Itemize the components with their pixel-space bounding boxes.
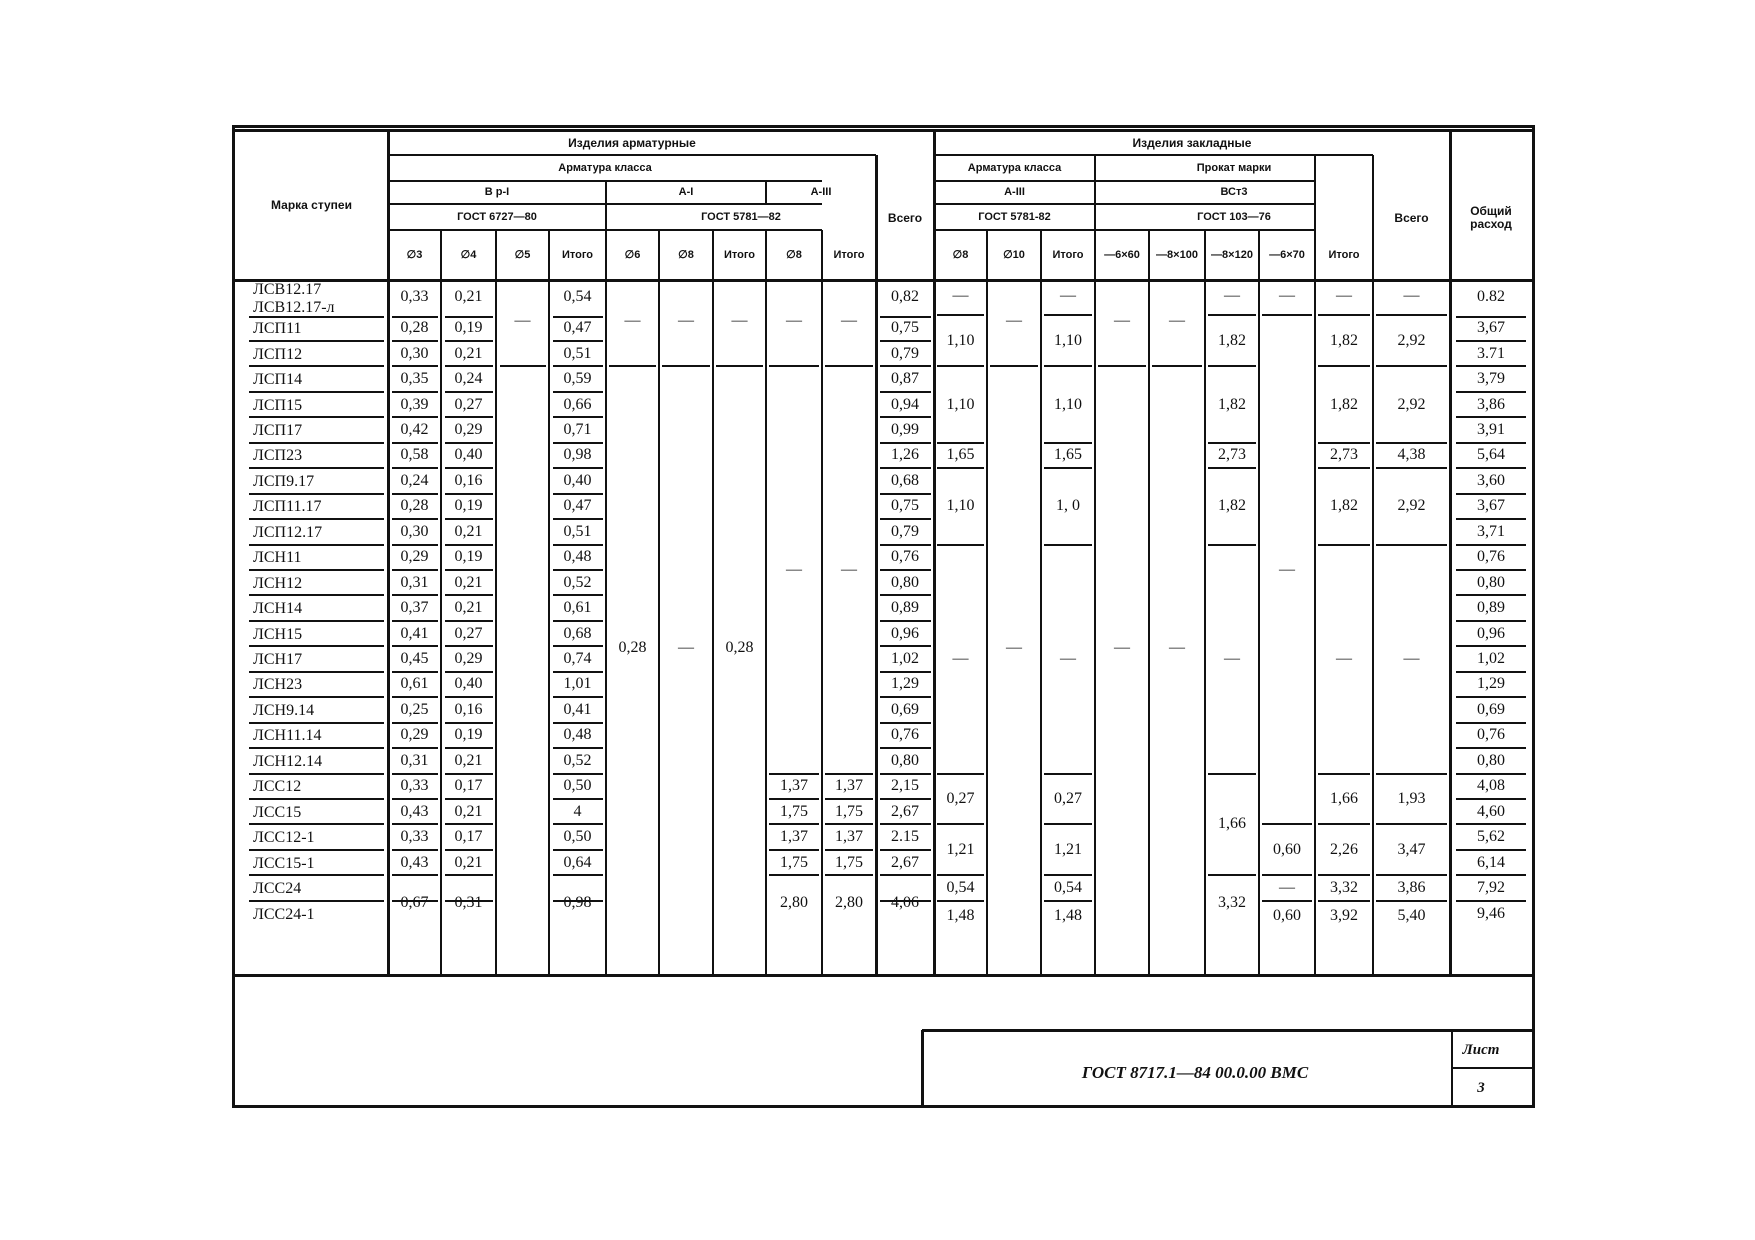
cell-a1-total: — [731, 312, 748, 330]
header-sub-rebar: ∅3 [406, 248, 423, 261]
cell-total-rebar: 0,75 [891, 497, 919, 515]
cell-a3-d8: 1,75 [780, 802, 808, 820]
cell-d3: 0,43 [400, 853, 429, 871]
cell-grand-total: 3,86 [1477, 395, 1505, 413]
cell-vp-total: 0,50 [563, 777, 592, 795]
cell-emb-total: 1,10 [1054, 395, 1082, 413]
mark-cell: ЛСН17 [253, 651, 303, 669]
cell-rolled-total: 2,73 [1330, 446, 1358, 464]
header-gost-emb-a: ГОСТ 5781-82 [978, 210, 1051, 223]
cell-d4: 0,19 [454, 497, 483, 515]
cell-grand-total: 3,60 [1477, 471, 1505, 489]
cell-d3: 0,35 [400, 370, 429, 388]
header-sub-embedded: —6×60 [1104, 248, 1140, 261]
cell-d3: 0,41 [400, 624, 429, 642]
cell-r6x70: 0,60 [1273, 906, 1301, 924]
cell-emb-d8: — [952, 286, 969, 304]
cell-vp-total: 0,51 [563, 344, 592, 362]
cell-total-emb: — [1403, 286, 1420, 304]
cell-grand-total: 4,60 [1477, 802, 1505, 820]
cell-d4: 0,21 [454, 751, 483, 769]
header-gost-vp1: ГОСТ 6727—80 [457, 210, 537, 223]
cell-total-emb: 3,86 [1397, 879, 1426, 897]
cell-d3: 0,58 [400, 446, 429, 464]
header-cls-a1: А-I [678, 186, 694, 198]
cell-emb-d8: 0,27 [946, 789, 975, 807]
mark-cell: ЛСН12 [253, 574, 303, 592]
cell-d3: 0,29 [400, 548, 429, 566]
cell-a1-total: 0,28 [725, 639, 754, 657]
mark-cell: ЛСП23 [253, 447, 303, 465]
cell-total-rebar: 0,96 [891, 624, 919, 642]
header-sub-embedded: —8×100 [1156, 248, 1198, 261]
cell-r8x100: — [1169, 312, 1185, 330]
cell-grand-total: 6,14 [1477, 853, 1505, 871]
cell-r6x70: — [1279, 286, 1295, 304]
cell-vp-total: 4 [573, 802, 582, 820]
cell-vp-total: 0,48 [563, 726, 592, 744]
cell-r8x120: — [1224, 650, 1240, 668]
cell-vp-total: 0,61 [563, 599, 592, 617]
cell-emb-d8: — [952, 650, 969, 668]
header-sub-embedded: —8×120 [1211, 248, 1253, 261]
cell-vp-total: 0,52 [563, 573, 592, 591]
cell-d3: 0,39 [400, 395, 429, 413]
cell-d4: 0,17 [454, 777, 483, 795]
cell-grand-total: 1,02 [1477, 650, 1505, 668]
cell-vp-total: 0,52 [563, 751, 592, 769]
cell-d3: 0,30 [400, 344, 429, 362]
header-total-rebar: Всего [887, 210, 923, 225]
header-sub-rebar: ∅4 [460, 248, 477, 261]
header-rebar-class: Арматура класса [558, 161, 652, 174]
cell-a1-d6: 0,28 [618, 639, 647, 657]
cell-grand-total: 0,96 [1477, 624, 1505, 642]
cell-total-rebar: 0,82 [891, 287, 919, 305]
cell-r8x120: 1,82 [1218, 497, 1246, 515]
mark-cell: ЛСП12.17 [253, 523, 323, 541]
cell-a3-total: 1,75 [835, 802, 863, 820]
mark-cell: ЛСН23 [253, 676, 303, 694]
cell-total-rebar: 0,94 [891, 395, 919, 413]
cell-rolled-total: 2,26 [1330, 840, 1358, 858]
cell-d3: 0,29 [400, 726, 429, 744]
mark-cell: ЛСП15 [253, 396, 303, 414]
header-sub-rebar: ∅8 [678, 248, 694, 261]
cell-d4: 0,29 [454, 420, 483, 438]
header-sub-rebar: ∅6 [624, 248, 641, 261]
header-cls-a3: А-III [810, 186, 832, 198]
mark-cell: ЛСС15-1 [253, 854, 315, 872]
cell-d3: 0,37 [400, 599, 429, 617]
cell-vp-total: 0,54 [563, 287, 592, 305]
cell-d4: 0,19 [454, 319, 483, 337]
cell-d3: 0,33 [400, 828, 429, 846]
cell-total-rebar: 0,80 [891, 573, 919, 591]
cell-vp-total: 0,68 [563, 624, 592, 642]
mark-cell: ЛСС12 [253, 778, 302, 796]
cell-rolled-total: 1,82 [1330, 395, 1358, 413]
cell-total-rebar: 0,76 [891, 548, 919, 566]
cell-d3: 0,43 [400, 802, 429, 820]
mark-cell: ЛСП11 [253, 320, 302, 338]
cell-vp-total: 0,59 [563, 370, 592, 388]
cell-d4: 0,29 [454, 650, 483, 668]
mark-cell: ЛСВ12.17-л [253, 299, 335, 316]
cell-d3: 0,31 [400, 751, 429, 769]
cell-vp-total: 0,74 [563, 650, 592, 668]
cell-d4: 0,16 [454, 700, 483, 718]
cell-total-rebar: 1,02 [891, 650, 919, 668]
cell-vp-total: 0,47 [563, 319, 592, 337]
mark-cell: ЛСВ12.17 [253, 281, 322, 298]
cell-emb-total: 1,21 [1054, 840, 1082, 858]
cell-d4: 0,21 [454, 853, 483, 871]
cell-d4: 0,27 [454, 395, 483, 413]
cell-a3-total: 1,75 [835, 853, 863, 871]
cell-d4: 0,17 [454, 828, 483, 846]
cell-total-rebar: 0,89 [891, 599, 919, 617]
cell-total-rebar: 0,76 [891, 726, 919, 744]
cell-rolled-total: 3,32 [1330, 879, 1358, 897]
cell-r6x70: — [1279, 560, 1295, 578]
mark-cell: ЛСП17 [253, 421, 303, 439]
cell-grand-total: 3.71 [1477, 344, 1505, 362]
cell-grand-total: 0,80 [1477, 751, 1505, 769]
cell-total-emb: 3,47 [1397, 840, 1426, 858]
cell-a3-d8: — [786, 312, 802, 330]
cell-a3-d8: 2,80 [780, 893, 808, 911]
header-rolled-grade: ВСт3 [1220, 186, 1248, 198]
cell-grand-total: 3,71 [1477, 522, 1505, 540]
header-sub-rebar: Итого [723, 248, 756, 261]
cell-emb-total: — [1060, 286, 1076, 304]
mark-cell: ЛСС24-1 [253, 905, 315, 923]
cell-vp-total: 0,47 [563, 497, 592, 515]
cell-d4: 0,19 [454, 548, 483, 566]
cell-emb-total: 0,54 [1054, 879, 1082, 897]
header-emb-class: Арматура класса [967, 161, 1062, 174]
cell-d4: 0,21 [454, 344, 483, 362]
cell-d5: — [514, 312, 531, 330]
cell-rolled-total: — [1336, 650, 1352, 668]
header-rolled: Прокат марки [1196, 161, 1272, 174]
header-emb-cls-a3: А-III [1004, 186, 1025, 198]
cell-grand-total: 0,76 [1477, 548, 1505, 566]
mark-cell: ЛСН14 [253, 600, 303, 618]
cell-grand-total: 1,29 [1477, 675, 1505, 693]
mark-cell: ЛСП14 [253, 371, 303, 389]
cell-d4: 0,31 [454, 893, 483, 911]
cell-vp-total: 0,71 [563, 420, 592, 438]
cell-d3: 0,67 [400, 893, 429, 911]
cell-total-rebar: 1,29 [891, 675, 919, 693]
cell-emb-d10: — [1006, 312, 1022, 330]
header-sub-rebar: ∅5 [514, 248, 531, 261]
cell-vp-total: 0,40 [563, 471, 592, 489]
cell-rolled-total: — [1336, 286, 1352, 304]
cell-grand-total: 0,89 [1477, 599, 1505, 617]
sheet-number: 3 [1477, 1079, 1485, 1096]
cell-total-rebar: 2,67 [891, 802, 919, 820]
mark-cell: ЛСН12.14 [253, 752, 323, 770]
cell-rolled-total: 1,82 [1330, 497, 1358, 515]
cell-vp-total: 0,51 [563, 522, 592, 540]
grid-vline [921, 1030, 924, 1108]
cell-d3: 0,30 [400, 522, 429, 540]
mark-cell: ЛСС15 [253, 803, 302, 821]
header-gost-a: ГОСТ 5781—82 [701, 210, 781, 223]
cell-vp-total: 0,66 [563, 395, 592, 413]
cell-d4: 0,27 [454, 624, 483, 642]
sheet-label: Лист [1462, 1041, 1500, 1058]
cell-d3: 0,42 [400, 420, 429, 438]
cell-grand-total: 5,62 [1477, 828, 1505, 846]
cell-emb-total: 1,65 [1054, 446, 1082, 464]
cell-total-rebar: 0,68 [891, 471, 919, 489]
cell-vp-total: 0,48 [563, 548, 592, 566]
cell-grand-total: 9,46 [1477, 904, 1505, 922]
header-cls-vp1: В р-I [484, 186, 510, 198]
cell-grand-total: 3,67 [1477, 497, 1505, 515]
cell-grand-total: 0,69 [1477, 700, 1505, 718]
cell-total-emb: 5,40 [1397, 906, 1426, 924]
cell-r6x70: 0,60 [1273, 840, 1301, 858]
mark-cell: ЛСН9.14 [253, 701, 315, 719]
header-embedded-group: Изделия закладные [1132, 135, 1252, 150]
cell-emb-d8: 1,48 [946, 906, 975, 924]
cell-total-rebar: 2.15 [891, 828, 919, 846]
cell-total-emb: — [1403, 650, 1420, 668]
cell-grand-total: 4,08 [1477, 777, 1505, 795]
cell-r8x120: 1,66 [1218, 815, 1246, 833]
cell-a3-total: 2,80 [835, 893, 863, 911]
cell-emb-total: 1,10 [1054, 331, 1082, 349]
grid-hline [922, 1029, 1532, 1032]
cell-a1-d8: — [678, 312, 694, 330]
cell-d4: 0,21 [454, 287, 483, 305]
mark-cell: ЛСП12 [253, 345, 303, 363]
header-sub-rebar: ∅8 [786, 248, 802, 261]
header-grand-total: Общий расход [1470, 203, 1512, 231]
cell-emb-total: 1,48 [1054, 906, 1082, 924]
mark-cell: ЛСН15 [253, 625, 303, 643]
cell-rolled-total: 3,92 [1330, 906, 1358, 924]
cell-total-rebar: 0,75 [891, 319, 919, 337]
cell-a3-d8: 1,37 [780, 777, 808, 795]
cell-total-rebar: 1,26 [891, 446, 919, 464]
cell-grand-total: 3,67 [1477, 319, 1505, 337]
cell-r8x120: — [1224, 286, 1240, 304]
header-sub-rebar: Итого [561, 248, 594, 261]
cell-grand-total: 3,91 [1477, 420, 1505, 438]
cell-emb-d8: 1,10 [946, 331, 975, 349]
header-sub-embedded: ∅8 [952, 248, 969, 261]
cell-emb-total: 1, 0 [1056, 497, 1080, 515]
cell-d3: 0,25 [400, 700, 429, 718]
cell-grand-total: 0,76 [1477, 726, 1505, 744]
cell-emb-d8: 0,54 [946, 879, 975, 897]
cell-grand-total: 5,64 [1477, 446, 1505, 464]
cell-total-emb: 2,92 [1397, 497, 1426, 515]
cell-grand-total: 3,79 [1477, 370, 1505, 388]
cell-total-rebar: 0,87 [891, 370, 919, 388]
cell-grand-total: 0,80 [1477, 573, 1505, 591]
cell-d4: 0,21 [454, 802, 483, 820]
cell-d4: 0,21 [454, 573, 483, 591]
header-gost-rolled: ГОСТ 103—76 [1197, 210, 1271, 223]
cell-rolled-total: 1,66 [1330, 789, 1358, 807]
cell-d4: 0,40 [454, 675, 483, 693]
cell-vp-total: 0,64 [563, 853, 592, 871]
cell-r8x120: 2,73 [1218, 446, 1246, 464]
cell-r8x120: 3,32 [1218, 893, 1246, 911]
header-sub-embedded: ∅10 [1003, 248, 1025, 261]
cell-vp-total: 0,98 [563, 446, 592, 464]
mark-cell: ЛСС12-1 [253, 829, 315, 847]
header-rebar-group: Изделия арматурные [568, 135, 696, 150]
cell-d3: 0,28 [400, 497, 429, 515]
cell-total-rebar: 0,69 [891, 700, 919, 718]
mark-cell: ЛСН11.14 [253, 727, 322, 745]
cell-d3: 0,28 [400, 319, 429, 337]
cell-vp-total: 0,98 [563, 893, 592, 911]
header-sub-embedded: Итого [1328, 248, 1360, 261]
cell-a1-d6: — [624, 312, 641, 330]
cell-a3-total: — [841, 312, 857, 330]
cell-d3: 0,61 [400, 675, 429, 693]
cell-total-rebar: 2,15 [891, 777, 919, 795]
cell-d4: 0,21 [454, 522, 483, 540]
mark-cell: ЛСС24 [253, 880, 302, 898]
cell-total-rebar: 0,79 [891, 344, 919, 362]
cell-total-emb: 4,38 [1397, 446, 1426, 464]
cell-a3-d8: 1,37 [780, 828, 808, 846]
cell-total-rebar: 0,80 [891, 751, 919, 769]
header-total-emb: Всего [1394, 210, 1429, 225]
cell-a3-total: 1,37 [835, 828, 863, 846]
cell-d4: 0,40 [454, 446, 483, 464]
cell-total-rebar: 0,99 [891, 420, 919, 438]
cell-vp-total: 0,50 [563, 828, 592, 846]
header-mark: Марка ступеи [271, 198, 352, 212]
cell-a3-d8: 1,75 [780, 853, 808, 871]
cell-d4: 0,21 [454, 599, 483, 617]
cell-a3-total: 1,37 [835, 777, 863, 795]
cell-grand-total: 7,92 [1477, 879, 1505, 897]
cell-r8x120: 1,82 [1218, 331, 1246, 349]
cell-emb-d8: 1,65 [946, 446, 975, 464]
cell-r6x60: — [1114, 639, 1130, 657]
header-sub-embedded: —6×70 [1269, 248, 1305, 261]
cell-d3: 0,33 [400, 287, 429, 305]
cell-emb-total: 0,27 [1054, 789, 1082, 807]
cell-d4: 0,16 [454, 471, 483, 489]
cell-r8x120: 1,82 [1218, 395, 1246, 413]
cell-vp-total: 1,01 [563, 675, 592, 693]
header-sub-embedded: Итого [1052, 248, 1084, 261]
cell-emb-total: — [1060, 650, 1076, 668]
document-code: ГОСТ 8717.1—84 00.0.00 ВМС [1081, 1063, 1309, 1082]
cell-total-rebar: 0,79 [891, 522, 919, 540]
cell-total-emb: 1,93 [1397, 789, 1426, 807]
mark-cell: ЛСН11 [253, 549, 302, 567]
cell-total-emb: 2,92 [1397, 331, 1426, 349]
cell-a3-total: — [841, 560, 857, 578]
mark-cell: ЛСП11.17 [253, 498, 322, 516]
cell-total-rebar: 2,67 [891, 853, 919, 871]
grid-hline [235, 974, 1532, 977]
cell-r6x70: — [1279, 879, 1295, 897]
cell-d4: 0,24 [454, 370, 483, 388]
cell-total-emb: 2,92 [1397, 395, 1426, 413]
cell-r6x60: — [1114, 312, 1130, 330]
cell-emb-d8: 1,10 [946, 497, 975, 515]
cell-emb-d8: 1,10 [946, 395, 975, 413]
cell-grand-total: 0.82 [1477, 287, 1505, 305]
cell-emb-d8: 1,21 [946, 840, 975, 858]
cell-emb-d10: — [1006, 639, 1022, 657]
cell-total-rebar: 4,06 [891, 893, 919, 911]
header-sub-rebar: Итого [833, 248, 865, 261]
cell-vp-total: 0,41 [563, 700, 592, 718]
cell-d3: 0,33 [400, 777, 429, 795]
cell-d3: 0,24 [400, 471, 429, 489]
cell-a3-d8: — [786, 560, 802, 578]
cell-rolled-total: 1,82 [1330, 331, 1358, 349]
cell-r8x100: — [1169, 639, 1185, 657]
cell-d4: 0,19 [454, 726, 483, 744]
cell-d3: 0,31 [400, 573, 429, 591]
cell-a1-d8: — [678, 639, 694, 657]
mark-cell: ЛСП9.17 [253, 472, 315, 490]
cell-d3: 0,45 [400, 650, 429, 668]
